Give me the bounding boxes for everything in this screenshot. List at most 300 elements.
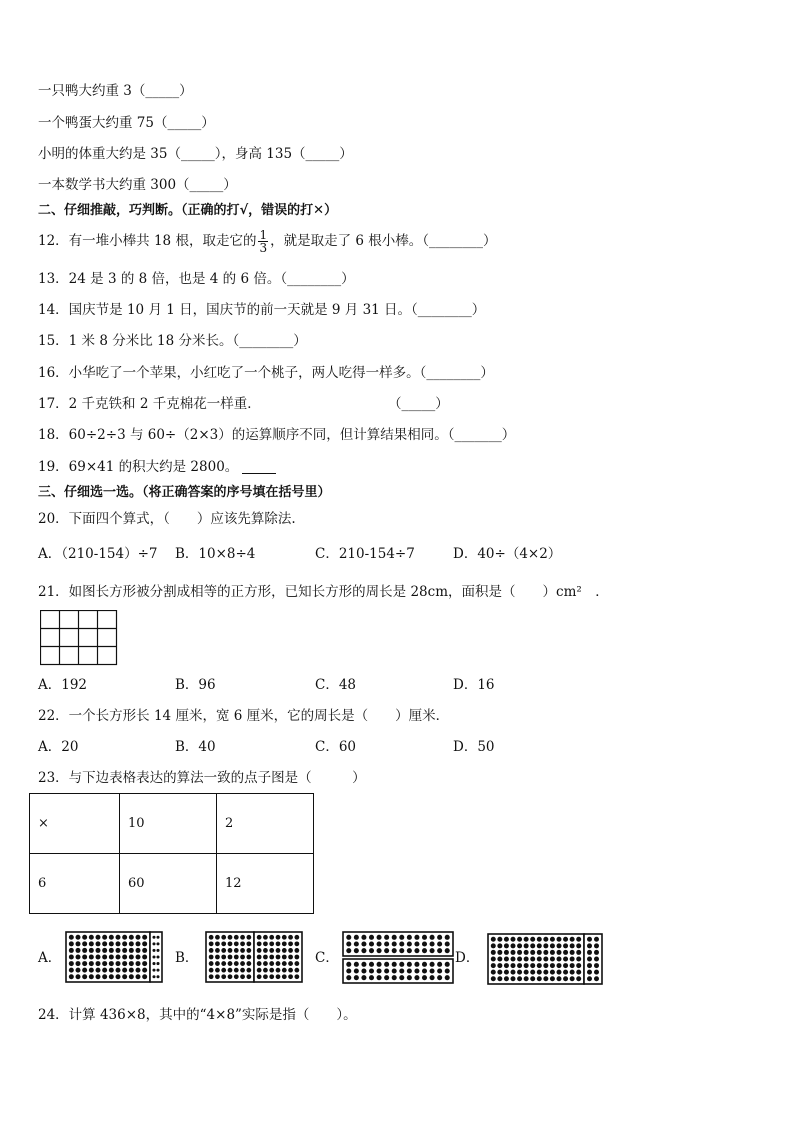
dot [430, 975, 435, 980]
q23-option-a: A． [38, 950, 62, 966]
dot [76, 941, 81, 946]
fraction-one-third [258, 229, 268, 254]
dot [530, 943, 535, 948]
dot [497, 957, 502, 962]
dot [122, 974, 127, 979]
dot [361, 935, 366, 940]
dot [377, 948, 382, 953]
q21-option-d: D．16 [453, 677, 495, 693]
dot [543, 970, 548, 975]
dot [557, 963, 562, 968]
dot [557, 970, 562, 975]
dot [96, 968, 101, 973]
dot [269, 961, 274, 966]
dot [109, 955, 114, 960]
dot [587, 976, 592, 981]
dot [102, 935, 107, 940]
dot [491, 957, 496, 962]
dot [550, 970, 555, 975]
dot [228, 935, 233, 940]
dot [570, 950, 575, 955]
dot [414, 948, 419, 953]
dot [152, 942, 155, 945]
dot [576, 963, 581, 968]
dot [82, 935, 87, 940]
dot [377, 941, 382, 946]
dot [377, 962, 382, 967]
dot [563, 963, 568, 968]
dot [69, 961, 74, 966]
dot [511, 937, 516, 942]
dot [82, 948, 87, 953]
dot [384, 975, 389, 980]
dot [369, 941, 374, 946]
dot [570, 970, 575, 975]
dot [524, 937, 529, 942]
dot [377, 968, 382, 973]
dot [294, 948, 299, 953]
dot [263, 961, 268, 966]
question-19-blank [242, 473, 276, 474]
dot [543, 950, 548, 955]
dot [530, 950, 535, 955]
dot [240, 968, 245, 973]
dot [511, 976, 516, 981]
dot [563, 957, 568, 962]
dot [361, 941, 366, 946]
dot [142, 968, 147, 973]
dot-diagram-d [486, 932, 606, 988]
dot [524, 957, 529, 962]
dot-block [343, 959, 453, 983]
dot [228, 948, 233, 953]
dot [594, 943, 599, 948]
dot [129, 961, 134, 966]
section-2-heading: 二、仔细推敲，巧判断。（正确的打√，错误的打✕） [38, 203, 338, 218]
dot [89, 974, 94, 979]
dot [89, 935, 94, 940]
dot [422, 948, 427, 953]
dot [422, 968, 427, 973]
dot [156, 962, 159, 965]
dot [276, 935, 281, 940]
dot [234, 961, 239, 966]
dot [491, 950, 496, 955]
table-cell: 2 [217, 794, 314, 854]
dot [511, 970, 516, 975]
dot [69, 955, 74, 960]
dot-block [150, 932, 162, 982]
dot [537, 970, 542, 975]
dot [594, 976, 599, 981]
dot [221, 948, 226, 953]
dot [102, 974, 107, 979]
dot [282, 961, 287, 966]
dot [234, 941, 239, 946]
dot [504, 937, 509, 942]
dot [257, 948, 262, 953]
dot [129, 935, 134, 940]
dot [504, 963, 509, 968]
dot [445, 968, 450, 973]
dot [557, 943, 562, 948]
dot [116, 961, 121, 966]
dot [392, 968, 397, 973]
dot [392, 935, 397, 940]
dot [537, 957, 542, 962]
dot [587, 957, 592, 962]
q23-option-c: C． [315, 950, 339, 966]
dot [246, 955, 251, 960]
dot [570, 937, 575, 942]
dot [497, 963, 502, 968]
dot [511, 943, 516, 948]
dot [116, 948, 121, 953]
dot [269, 935, 274, 940]
line-duck-egg: 一个鸭蛋大约重 75（_____） [38, 115, 215, 131]
dot [129, 941, 134, 946]
dot [517, 943, 522, 948]
dot [215, 948, 220, 953]
dot [354, 948, 359, 953]
q20-option-a: A．（210-154）÷7 [38, 546, 158, 562]
dot [69, 974, 74, 979]
dot [517, 976, 522, 981]
question-20: 20．下面四个算式，（ ）应该先算除法. [38, 511, 296, 527]
dot [82, 961, 87, 966]
dot [156, 936, 159, 939]
dot [215, 961, 220, 966]
dot [504, 943, 509, 948]
dot [537, 976, 542, 981]
dot [491, 943, 496, 948]
dot [587, 937, 592, 942]
dot-diagram-a [64, 930, 164, 986]
dot [215, 968, 220, 973]
line-math-book: 一本数学书大约重 300（_____） [38, 177, 237, 193]
dot [288, 948, 293, 953]
dot [228, 974, 233, 979]
dot [354, 935, 359, 940]
dot [240, 941, 245, 946]
dot [257, 955, 262, 960]
dot [399, 935, 404, 940]
dot [369, 968, 374, 973]
dot [246, 968, 251, 973]
dot [228, 968, 233, 973]
dot [543, 963, 548, 968]
q21-option-c: C．48 [315, 677, 357, 693]
dot [530, 963, 535, 968]
dot [594, 937, 599, 942]
q21-option-a: A．192 [38, 677, 88, 693]
dot [116, 968, 121, 973]
dot [407, 935, 412, 940]
dot [587, 950, 592, 955]
dot [215, 974, 220, 979]
dot [136, 955, 141, 960]
q22-option-c: C．60 [315, 739, 357, 755]
dot [557, 976, 562, 981]
line-duck-weight: 一只鸭大约重 3（_____） [38, 83, 193, 99]
dot [576, 937, 581, 942]
dot [96, 961, 101, 966]
dot [294, 941, 299, 946]
dot [384, 935, 389, 940]
dot [240, 974, 245, 979]
q23-option-b: B． [175, 950, 199, 966]
dot [152, 969, 155, 972]
dot [209, 948, 214, 953]
dot [594, 950, 599, 955]
question-13: 13．24 是 3 的 8 倍，也是 4 的 6 倍。（________） [38, 271, 355, 287]
dot [129, 968, 134, 973]
dot [437, 948, 442, 953]
dot [361, 975, 366, 980]
dot [550, 943, 555, 948]
dot [392, 948, 397, 953]
dot [437, 975, 442, 980]
dot [430, 941, 435, 946]
dot [122, 955, 127, 960]
dot [152, 975, 155, 978]
dot [96, 941, 101, 946]
dot [407, 941, 412, 946]
dot [282, 941, 287, 946]
dot [517, 950, 522, 955]
dot [89, 941, 94, 946]
dot [76, 974, 81, 979]
dot [497, 937, 502, 942]
dot [257, 961, 262, 966]
dot [504, 950, 509, 955]
dot [594, 970, 599, 975]
dot [422, 935, 427, 940]
dot [543, 957, 548, 962]
dot [276, 974, 281, 979]
dot [543, 937, 548, 942]
question-16: 16．小华吃了一个苹果，小红吃了一个桃子，两人吃得一样多。（________） [38, 365, 494, 381]
dot [129, 948, 134, 953]
dot [517, 963, 522, 968]
dot [294, 935, 299, 940]
dot [369, 962, 374, 967]
dot [524, 950, 529, 955]
dot-diagram-c [341, 930, 455, 986]
rectangle-grid-figure [40, 610, 120, 668]
dot [221, 941, 226, 946]
dot [497, 976, 502, 981]
dot [209, 935, 214, 940]
dot [570, 963, 575, 968]
dot [354, 962, 359, 967]
dot [399, 962, 404, 967]
dot [122, 941, 127, 946]
dot [491, 963, 496, 968]
dot [263, 941, 268, 946]
q21-option-b: B．96 [175, 677, 216, 693]
dot [156, 942, 159, 945]
dot [437, 968, 442, 973]
table-row [30, 854, 314, 914]
dot [69, 968, 74, 973]
dot [422, 975, 427, 980]
dot [294, 955, 299, 960]
dot [116, 935, 121, 940]
dot [263, 948, 268, 953]
dot [497, 950, 502, 955]
dot [76, 968, 81, 973]
dot [288, 935, 293, 940]
dot [587, 970, 592, 975]
dot [414, 968, 419, 973]
dot [215, 955, 220, 960]
dot [517, 957, 522, 962]
dot [294, 974, 299, 979]
dot [563, 943, 568, 948]
dot [414, 935, 419, 940]
dot [576, 957, 581, 962]
dot [142, 935, 147, 940]
dot [228, 961, 233, 966]
dot [346, 948, 351, 953]
dot [361, 948, 366, 953]
dot [511, 957, 516, 962]
dot [129, 974, 134, 979]
dot [269, 968, 274, 973]
fraction-denominator: 3 [259, 241, 268, 255]
question-17-paren: （_____） [388, 396, 449, 412]
dot [89, 948, 94, 953]
dot [422, 941, 427, 946]
dot [82, 955, 87, 960]
dot [445, 962, 450, 967]
dot [221, 935, 226, 940]
q22-option-b: B．40 [175, 739, 216, 755]
dot [96, 935, 101, 940]
dot [369, 948, 374, 953]
dot [392, 975, 397, 980]
question-19: 19．69×41 的积大约是 2800。 [38, 459, 239, 475]
dot [263, 968, 268, 973]
dot [550, 950, 555, 955]
dot [384, 962, 389, 967]
dot [570, 943, 575, 948]
dot [384, 948, 389, 953]
dot [414, 941, 419, 946]
dot-diagram-b [204, 930, 304, 986]
dot [234, 955, 239, 960]
dot [269, 948, 274, 953]
dot [587, 943, 592, 948]
dot [209, 961, 214, 966]
dot [437, 935, 442, 940]
dot [437, 962, 442, 967]
dot [524, 963, 529, 968]
dot [109, 941, 114, 946]
dot [430, 962, 435, 967]
dot [136, 948, 141, 953]
table-cell: 6 [30, 854, 120, 914]
dot [497, 970, 502, 975]
dot [129, 955, 134, 960]
dot [524, 976, 529, 981]
dot [392, 962, 397, 967]
line-xiaoming: 小明的体重大约是 35（_____），身高 135（_____） [38, 146, 353, 162]
dot [240, 935, 245, 940]
dot [282, 935, 287, 940]
dot [346, 968, 351, 973]
dot [122, 968, 127, 973]
dot [530, 970, 535, 975]
dot [109, 935, 114, 940]
dot [96, 948, 101, 953]
dot [142, 948, 147, 953]
dot [257, 974, 262, 979]
question-17: 17．2 千克铁和 2 千克棉花一样重． [38, 396, 261, 412]
dot [142, 955, 147, 960]
dot [504, 970, 509, 975]
dot [369, 935, 374, 940]
question-15: 15．1 米 8 分米比 18 分米长。（________） [38, 333, 307, 349]
dot [276, 948, 281, 953]
dot [361, 968, 366, 973]
dot [269, 955, 274, 960]
dot [445, 948, 450, 953]
dot [116, 941, 121, 946]
dot [282, 974, 287, 979]
dot [550, 937, 555, 942]
q22-option-a: A．20 [38, 739, 79, 755]
dot [587, 963, 592, 968]
dot [122, 961, 127, 966]
q12-pre: 12．有一堆小棒共 18 根，取走它的 [38, 233, 257, 249]
dot [152, 936, 155, 939]
dot [543, 976, 548, 981]
dot [550, 957, 555, 962]
dot [156, 969, 159, 972]
dot [96, 955, 101, 960]
question-14: 14．国庆节是 10 月 1 日，国庆节的前一天就是 9 月 31 日。（________） [38, 302, 486, 318]
dot [102, 941, 107, 946]
dot [563, 970, 568, 975]
dot [437, 941, 442, 946]
dot [414, 962, 419, 967]
dot [294, 961, 299, 966]
dot [142, 941, 147, 946]
dot [142, 961, 147, 966]
dot [407, 948, 412, 953]
dot [263, 955, 268, 960]
dot [511, 963, 516, 968]
dot [246, 961, 251, 966]
dot [537, 963, 542, 968]
question-18: 18．60÷2÷3 与 60÷（2×3）的运算顺序不同，但计算结果相同。（_______） [38, 427, 516, 443]
dot [361, 962, 366, 967]
dot [288, 974, 293, 979]
dot [246, 941, 251, 946]
dot [377, 935, 382, 940]
dot [102, 961, 107, 966]
dot [221, 974, 226, 979]
dot [511, 950, 516, 955]
dot [430, 948, 435, 953]
dot [445, 935, 450, 940]
multiplication-table [29, 793, 314, 914]
question-21: 21．如图长方形被分割成相等的正方形，已知长方形的周长是 28cm，面积是（ ）cm² ． [38, 584, 609, 600]
dot [354, 975, 359, 980]
dot [257, 968, 262, 973]
